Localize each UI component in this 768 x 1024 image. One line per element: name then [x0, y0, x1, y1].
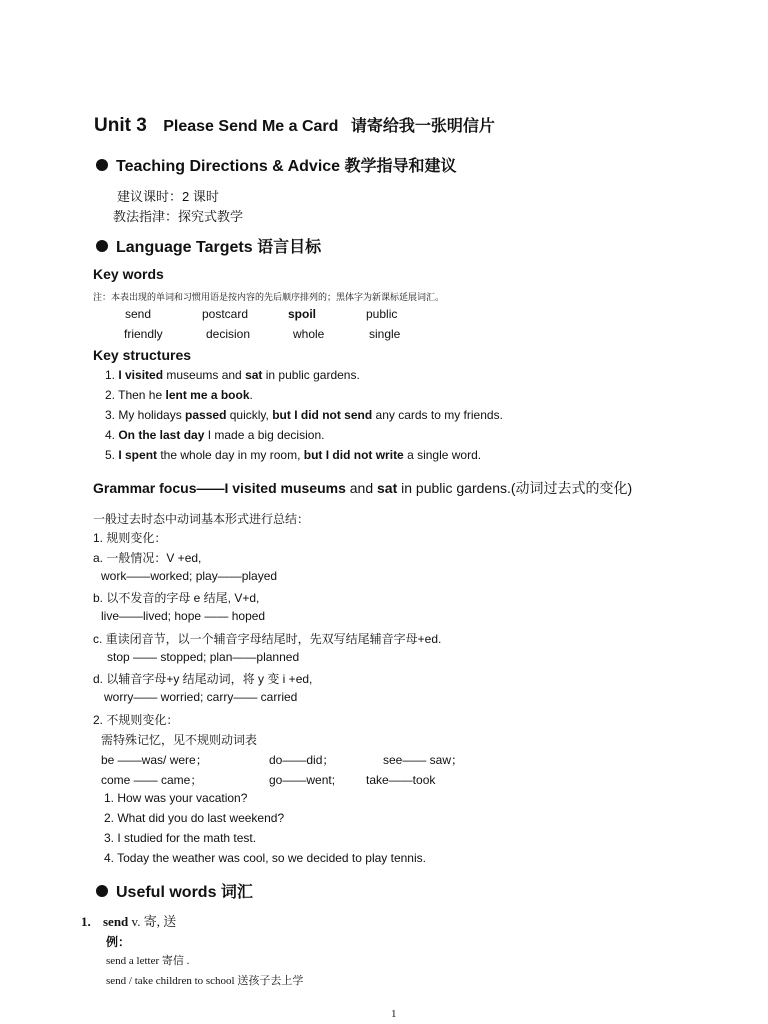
regular-heading: 1. 规则变化： [93, 531, 167, 545]
key-words-row-2 [124, 327, 400, 341]
question-3: 3. I studied for the math test. [104, 831, 257, 845]
structure-text: but I did not write [303, 448, 404, 462]
structure-text: quickly, [226, 408, 273, 422]
example-2: send / take children to school 送孩子去上学 [106, 975, 304, 987]
structure-text: in public gardens. [262, 368, 360, 382]
section-targets-heading [96, 234, 321, 257]
irregular-go: go——went; [269, 773, 336, 787]
structure-text: but I did not send [272, 408, 373, 422]
structure-text: lent me a book [165, 388, 250, 402]
grammar-focus-text: Grammar focus—— [93, 480, 225, 496]
entry-word: send [103, 914, 129, 929]
key-structure-item [105, 368, 360, 382]
structure-text: On the last day [118, 428, 205, 442]
section-useful-heading [96, 879, 253, 902]
irregular-heading: 2. 不规则变化： [93, 713, 179, 727]
word-single: single [369, 327, 401, 341]
structure-text: I visited [118, 368, 164, 382]
structure-text: museums and [163, 368, 246, 382]
irregular-be: be ——was/ were； [101, 753, 208, 767]
irregular-see: see—— saw； [383, 753, 464, 767]
irregular-row-2 [101, 771, 435, 788]
grammar-summary: 一般过去时态中动词基本形式进行总结： [93, 512, 310, 526]
key-structure-item [105, 388, 253, 402]
question-2: 2. What did you do last weekend? [104, 811, 285, 825]
structure-text: . [249, 388, 253, 402]
teaching-heading: Teaching Directions & Advice [116, 158, 341, 175]
irregular-do: do——did； [269, 753, 335, 767]
word-friendly: friendly [124, 327, 163, 341]
key-structure-item [105, 428, 324, 442]
irregular-note: 需特殊记忆，见不规则动词表 [101, 733, 258, 747]
structure-text: 1. [105, 368, 119, 382]
structure-text: I made a big decision. [204, 428, 325, 442]
entry-number: 1. [81, 914, 91, 929]
entry-definition: v. 寄, 送 [128, 914, 177, 929]
irregular-row-1 [101, 751, 463, 768]
targets-heading-zh: 语言目标 [257, 239, 322, 256]
key-words-note: 注：本表出现的单词和习惯用语是按内容的先后顺序排列的；黑体字为新课标延展词汇。 [93, 292, 445, 302]
rule-a: a. 一般情况：V +ed, [93, 551, 202, 565]
word-decision: decision [206, 327, 251, 341]
grammar-focus-text: and [345, 480, 378, 496]
useful-heading: Useful words [116, 884, 217, 901]
grammar-focus-text: sat [377, 480, 398, 496]
structure-text: 3. My holidays [105, 408, 186, 422]
rule-b: b. 以不发音的字母 e 结尾, V+d, [93, 591, 260, 605]
structure-text: passed [185, 408, 227, 422]
structure-text: the whole day in my room, [157, 448, 304, 462]
targets-heading: Language Targets [116, 239, 253, 256]
word-postcard: postcard [202, 307, 249, 321]
bullet-icon [96, 885, 108, 897]
bullet-icon [96, 159, 108, 171]
rule-a-example: work——worked; play——played [101, 569, 278, 583]
structure-text: I spent [118, 448, 158, 462]
structure-text: 2. Then he [105, 388, 166, 402]
example-label: 例： [106, 935, 131, 949]
word-whole: whole [293, 327, 325, 341]
key-words-heading: Key words [93, 266, 164, 282]
grammar-focus-text: I visited museums [224, 480, 346, 496]
key-structure-item [105, 408, 503, 422]
grammar-focus-line [93, 478, 632, 498]
rule-c-example: stop —— stopped; plan——planned [107, 650, 300, 664]
rule-b-example: live——lived; hope —— hoped [101, 609, 266, 623]
bullet-icon [96, 240, 108, 252]
rule-d: d. 以辅音字母+y 结尾动词，将 y 变 i +ed, [93, 672, 313, 686]
grammar-focus-text: in public gardens.(动词过去式的变化) [397, 480, 633, 496]
key-structure-item [105, 448, 481, 462]
example-1: send a letter 寄信 . [106, 955, 190, 967]
useful-heading-zh: 词汇 [220, 884, 253, 901]
word-send: send [125, 307, 152, 321]
teaching-method: 教法指津：探究式教学 [113, 209, 244, 224]
page-title [94, 113, 495, 137]
word-spoil: spoil [288, 307, 317, 321]
title-en: Please Send Me a Card [163, 118, 339, 135]
question-4: 4. Today the weather was cool, so we decided to play tennis. [104, 851, 426, 865]
structure-text: a single word. [403, 448, 482, 462]
structure-text: any cards to my friends. [372, 408, 503, 422]
word-public: public [366, 307, 398, 321]
rule-d-example: worry—— worried; carry—— carried [104, 690, 298, 704]
structure-text: 5. [105, 448, 119, 462]
structure-text: 4. [105, 428, 119, 442]
unit-label: Unit 3 [94, 115, 147, 136]
title-zh: 请寄给我一张明信片 [350, 118, 495, 135]
section-teaching-heading [96, 153, 457, 176]
structure-text: sat [245, 368, 263, 382]
teaching-hours: 建议课时：2 课时 [117, 189, 219, 204]
key-structures-heading: Key structures [93, 347, 192, 363]
irregular-take: take——took [366, 773, 436, 787]
irregular-come: come —— came； [101, 773, 203, 787]
key-words-row-1 [125, 307, 397, 321]
page-number: 1 [391, 1008, 397, 1020]
teaching-heading-zh: 教学指导和建议 [344, 158, 457, 175]
rule-c: c. 重读闭音节，以一个辅音字母结尾时，先双写结尾辅音字母+ed. [93, 632, 442, 646]
question-1: 1. How was your vacation? [104, 791, 248, 805]
useful-word-entry [81, 911, 176, 930]
